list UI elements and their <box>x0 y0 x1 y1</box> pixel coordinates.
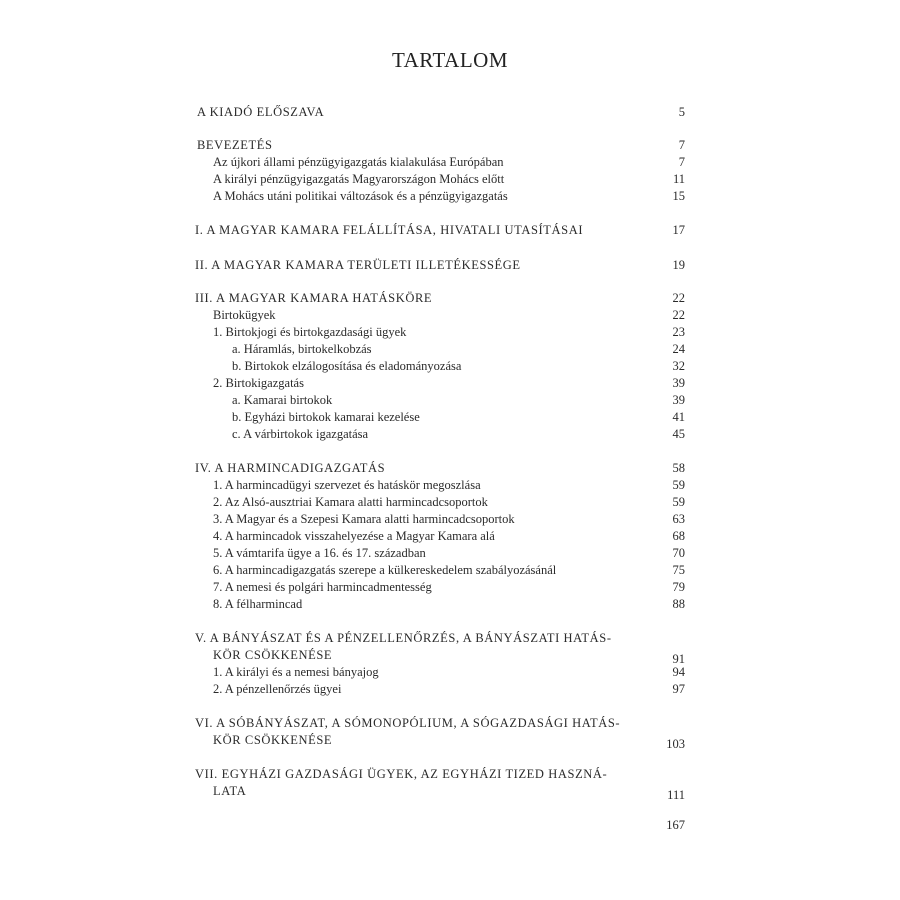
toc-entry-page: 88 <box>672 597 685 611</box>
toc-entry-page: 91 <box>672 652 685 666</box>
toc-entry <box>0 307 900 324</box>
toc-entry <box>0 460 900 477</box>
toc-entry-page: 23 <box>672 325 685 339</box>
toc-entry-page: 5 <box>678 105 685 119</box>
toc-entry-page: 59 <box>672 495 685 509</box>
toc-entry <box>0 477 900 494</box>
toc-entry <box>0 392 900 409</box>
toc-entry-page: 45 <box>672 427 685 441</box>
toc-entry-title: 4. A harmincadok visszahelyezése a Magyar Kamara alá <box>213 529 495 543</box>
toc-entry-page: 70 <box>672 546 685 560</box>
toc-entry-title: LATA <box>213 784 247 798</box>
toc-entry-page: 111 <box>667 788 685 802</box>
toc-entry <box>0 579 900 596</box>
toc-entry <box>0 358 900 375</box>
toc-entry-page: 17 <box>672 223 685 237</box>
toc-entry-page: 24 <box>672 342 685 356</box>
toc-entry <box>0 188 900 205</box>
toc-entry <box>0 783 900 800</box>
toc-entry-page: 19 <box>672 258 685 272</box>
toc-entry <box>0 681 900 698</box>
toc-entry-page: 79 <box>672 580 685 594</box>
toc-entry <box>0 545 900 562</box>
toc-entry <box>0 154 900 171</box>
toc-entry-title: 8. A félharmincad <box>213 597 303 611</box>
toc-entry-page: 32 <box>672 359 685 373</box>
toc-entry-title: 2. Az Alsó-ausztriai Kamara alatti harmincadcsoportok <box>213 495 488 509</box>
toc-entry-page: 63 <box>672 512 685 526</box>
toc-entry-title: KÖR CSÖKKENÉSE <box>213 733 333 747</box>
toc-entry-title: 2. Birtokigazgatás <box>213 376 304 390</box>
toc-entry-title: KÖR CSÖKKENÉSE <box>213 648 333 662</box>
toc-entry <box>0 375 900 392</box>
toc-entry <box>0 171 900 188</box>
toc-entry-page: 97 <box>672 682 685 696</box>
toc-entry-page: 7 <box>678 155 685 169</box>
toc-entry-page: 39 <box>672 376 685 390</box>
toc-entry-title: VII. EGYHÁZI GAZDASÁGI ÜGYEK, AZ EGYHÁZI TIZED HASZNÁ- <box>195 767 608 781</box>
toc-entry <box>0 596 900 613</box>
toc-entry-title: V. A BÁNYÁSZAT ÉS A PÉNZELLENŐRZÉS, A BÁNYÁSZATI HATÁS- <box>195 631 612 645</box>
toc-entry <box>0 715 900 732</box>
toc-entry-page: 41 <box>672 410 685 424</box>
toc-entry-title: 1. A harmincadügyi szervezet és hatáskör megoszlása <box>213 478 481 492</box>
toc-entry-page: 59 <box>672 478 685 492</box>
toc-entry-page: 167 <box>666 818 685 832</box>
toc-entry-title: 5. A vámtarifa ügye a 16. és 17. században <box>213 546 426 560</box>
toc-entry-title: IV. A HARMINCADIGAZGATÁS <box>195 461 386 475</box>
toc-entry <box>0 426 900 443</box>
toc-entry <box>0 104 900 121</box>
toc-entry-page: 11 <box>672 172 685 186</box>
toc-entry-title: 6. A harmincadigazgatás szerepe a külkereskedelem szabályozásánál <box>213 563 557 577</box>
toc-entry <box>0 630 900 647</box>
toc-entry-title: a. Kamarai birtokok <box>232 393 333 407</box>
toc-entry <box>0 664 900 681</box>
toc-entry <box>0 222 900 239</box>
toc-entry <box>0 817 900 834</box>
toc-entry <box>0 732 900 749</box>
toc-entry <box>0 528 900 545</box>
toc-entry-page: 22 <box>672 308 685 322</box>
toc-entry-page: 39 <box>672 393 685 407</box>
toc-entry <box>0 647 900 664</box>
toc-entry-title: VI. A SÓBÁNYÁSZAT, A SÓMONOPÓLIUM, A SÓGAZDASÁGI HATÁS- <box>195 716 621 730</box>
toc-entry-title: A KIADÓ ELŐSZAVA <box>197 105 325 119</box>
toc-entry-title: 1. Birtokjogi és birtokgazdasági ügyek <box>213 325 407 339</box>
toc-entry-page: 7 <box>678 138 685 152</box>
toc-entry <box>0 290 900 307</box>
toc-entry-title: 1. A királyi és a nemesi bányajog <box>213 665 379 679</box>
toc-entry-page: 15 <box>672 189 685 203</box>
toc-entry <box>0 766 900 783</box>
toc-entry <box>0 409 900 426</box>
toc-entry-title: A királyi pénzügyigazgatás Magyarországon Mohács előtt <box>213 172 505 186</box>
toc-entry-title: b. Birtokok elzálogosítása és eladományozása <box>232 359 462 373</box>
toc-entry-title: A Mohács utáni politikai változások és a pénzügyigazgatás <box>213 189 508 203</box>
toc-entry-page: 103 <box>666 737 685 751</box>
toc-entry-title: I. A MAGYAR KAMARA FELÁLLÍTÁSA, HIVATALI UTASÍTÁSAI <box>195 223 584 237</box>
toc-entry-title: III. A MAGYAR KAMARA HATÁSKÖRE <box>195 291 433 305</box>
page-title: TARTALOM <box>391 48 509 72</box>
toc-entry <box>0 511 900 528</box>
toc-entry-title: 3. A Magyar és a Szepesi Kamara alatti harmincadcsoportok <box>213 512 515 526</box>
toc-entry-title: Az újkori állami pénzügyigazgatás kialakulása Európában <box>213 155 504 169</box>
toc-entry-title: c. A várbirtokok igazgatása <box>232 427 369 441</box>
toc-entry <box>0 562 900 579</box>
toc-entry-title: BEVEZETÉS <box>197 138 273 152</box>
toc-entry-page: 22 <box>672 291 685 305</box>
toc-entry-title: a. Háramlás, birtokelkobzás <box>232 342 372 356</box>
toc-entry-title: Birtokügyek <box>213 308 276 322</box>
toc-entry <box>0 137 900 154</box>
toc-entry-page: 75 <box>672 563 685 577</box>
toc-entry-page: 94 <box>672 665 685 679</box>
toc-entry-title: II. A MAGYAR KAMARA TERÜLETI ILLETÉKESSÉGE <box>195 258 521 272</box>
toc-entry-title: 7. A nemesi és polgári harmincadmentesség <box>213 580 432 594</box>
toc-entry-page: 68 <box>672 529 685 543</box>
toc-entry <box>0 324 900 341</box>
toc-entry-title: b. Egyházi birtokok kamarai kezelése <box>232 410 420 424</box>
toc-entry <box>0 341 900 358</box>
toc-entry-page: 58 <box>672 461 685 475</box>
toc-entry-title: 2. A pénzellenőrzés ügyei <box>213 682 342 696</box>
toc-entry <box>0 257 900 274</box>
toc-entry <box>0 494 900 511</box>
